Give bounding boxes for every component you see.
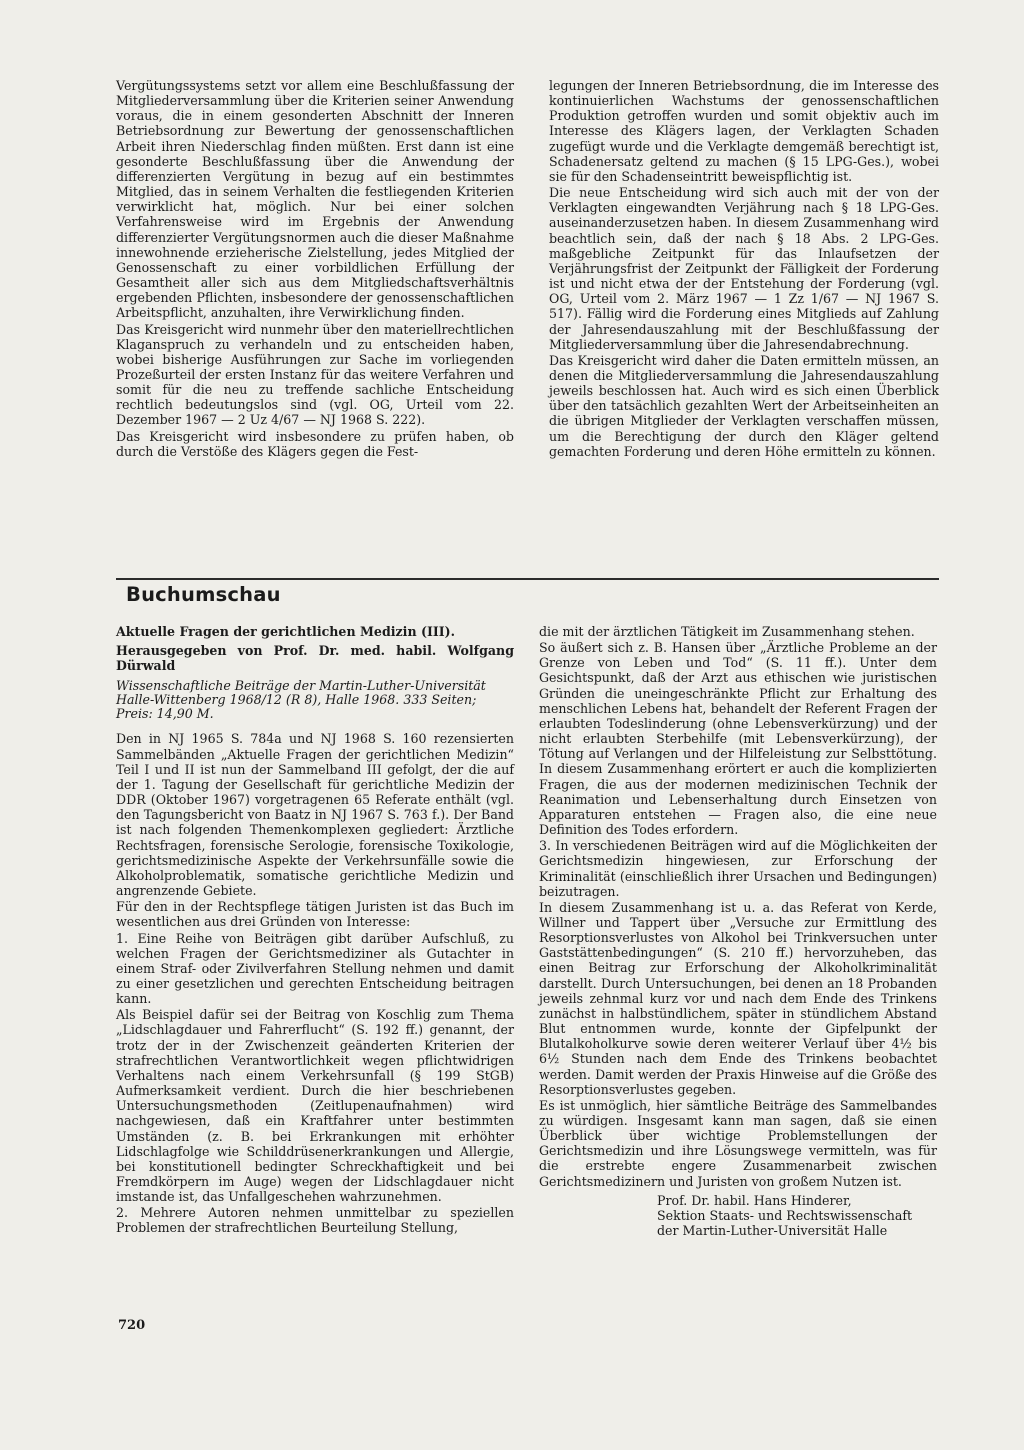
paragraph: die mit der ärztlichen Tätigkeit im Zusammenhang stehen.	[539, 624, 915, 639]
paragraph: Den in NJ 1965 S. 784a und NJ 1968 S. 160 rezensierten Sammelbänden „Aktuelle Fragen der gerichtlichen Medizin“ Teil I und II ist nun der Sammelband III gefolgt, der die auf der 1. Tagung der Gesellschaft für gerichtliche Medizin der DDR (Oktober 1967) vorgetragenen 65 Referate enthält (vgl. den Tagungsbericht von Baatz in NJ 1967 S. 763 f.). Der Band ist nach folgenden Themenkomplexen gegliedert: Ärztliche Rechtsfragen, forensische Serologie, forensische Toxikologie, gerichtsmedizinische Aspekte der Verkehrsunfälle sowie die Alkoholproblematik, somatische gerichtliche Medizin und angrenzende Gebiete.	[116, 731, 514, 899]
paragraph: 3. In verschiedenen Beiträgen wird auf die Möglichkeiten der Gerichtsmedizin hingewiesen, zur Erforschung der Kriminalität (einschließlich ihrer Ursachen und Bedingungen) beizutragen.	[539, 838, 937, 899]
reviewer-name: Prof. Dr. habil. Hans Hinderer,	[657, 1192, 852, 1208]
section-divider	[116, 578, 939, 580]
paragraph: legungen der Inneren Betriebsordnung, die im Interesse des kontinuierlichen Wachstums der genossenschaftlichen Produktion getroffen wurden und somit objektiv auch im Interesse des Klägers lagen, der Verklagten Schaden zugefügt wurde und die Verklagte demgemäß berechtigt ist, Schadenersatz geltend zu machen (§ 15 LPG-Ges.), wobei sie für den Schadenseintritt beweispflichtig ist.	[549, 78, 939, 184]
paragraph: Das Kreisgericht wird daher die Daten ermitteln müssen, an denen die Mitgliederversammlung die Jahresendauszahlung jeweils beschlossen hat. Auch wird es sich einen Überblick über den tatsächlich gezahlten Wert der Arbeitseinheiten an die übrigen Mitglieder der Verklagten verschaffen müssen, um die Berechtigung der durch den Kläger geltend gemachten Forderung und deren Höhe ermitteln zu können.	[549, 352, 939, 459]
paragraph: 2. Mehrere Autoren nehmen unmittelbar zu speziellen Problemen der strafrechtlichen Beurteilung Stellung,	[116, 1205, 514, 1236]
section-title: Buchumschau	[126, 583, 281, 606]
paragraph: Es ist unmöglich, hier sämtliche Beiträge des Sammelbandes zu würdigen. Insgesamt kann man sagen, daß sie einen Überblick über wichtige Problemstellungen der Gerichtsmedizin und ihre Lösungswege vermitteln, was für die erstrebte engere Zusammenarbeit zwischen Gerichtsmedizinern und Juristen von großem Nutzen ist.	[539, 1097, 937, 1189]
review-column-left	[116, 624, 514, 1237]
paragraph: Für den in der Rechtspflege tätigen Juristen ist das Buch im wesentlichen aus drei Gründen von Interesse:	[116, 899, 514, 930]
paragraph: Das Kreisgericht wird insbesondere zu prüfen haben, ob durch die Verstöße des Klägers gegen die Fest-	[116, 428, 514, 459]
article-column-right	[549, 78, 939, 460]
reviewer-institution: der Martin-Luther-Universität Halle	[657, 1223, 888, 1239]
page-number: 720	[118, 1318, 146, 1333]
paragraph: Das Kreisgericht wird nunmehr über den materiellrechtlichen Klaganspruch zu verhandeln und zu entscheiden haben, wobei bisherige Ausführungen zur Sache im vorliegenden Prozeßurteil der ersten Instanz für das weitere Verfahren und somit für die neu zu treffende sachliche Entscheidung rechtlich bedeutungslos sind (vgl. OG, Urteil vom 22. Dezember 1967 — 2 Uz 4/67 — NJ 1968 S. 222).	[116, 321, 514, 428]
paragraph: Als Beispiel dafür sei der Beitrag von Koschlig zum Thema „Lidschlagdauer und Fahrerflucht“ (S. 192 ff.) genannt, der trotz der in der Zwischenzeit geänderten Kriterien der strafrechtlichen Verantwortlichkeit wegen pflichtwidrigen Verhaltens nach einem Verkehrsunfall (§ 199 StGB) Aufmerksamkeit verdient. Durch die hier beschriebenen Untersuchungsmethoden (Zeitlupenaufnahmen) wird nachgewiesen, daß ein Kraftfahrer unter bestimmten Umständen (z. B. bei Erkrankungen mit erhöhter Lidschlagfolge wie Schilddrüsenerkrankungen und Allergie, bei konstitutionell bedingter Schreckhaftigkeit und bei Fremdkörpern im Auge) wegen der Lidschlagdauer nicht imstande ist, das Unfallgeschehen wahrzunehmen.	[116, 1007, 514, 1205]
paragraph: In diesem Zusammenhang ist u. a. das Referat von Kerde, Willner und Tappert über „Versuche zur Ermittlung des Resorptionsverlustes von Alkohol bei Trinkversuchen unter Gaststättenbedingungen“ (S. 210 ff.) hervorzuheben, das einen Beitrag zur Erforschung der Alkoholkriminalität darstellt. Durch Untersuchungen, bei denen an 18 Probanden jeweils zehnmal kurz vor und nach dem Ende des Trinkens zunächst in halbstündlichem, später in stündlichem Abstand Blut entnommen wurde, konnte der Gipfelpunkt der Blutalkoholkurve sowie deren weiterer Verlauf über 4½ bis 6½ Stunden nach dem Ende des Trinkens beobachtet werden. Damit werden der Praxis Hinweise auf die Größe des Resorptionsverlustes gegeben.	[539, 899, 937, 1097]
article-column-left	[116, 78, 514, 460]
book-title: Aktuelle Fragen der gerichtlichen Medizin (III).	[116, 624, 455, 639]
review-column-right	[539, 624, 937, 1238]
reviewer-affiliation: Sektion Staats- und Rechtswissenschaft	[657, 1207, 913, 1223]
reviewer-signature	[657, 1193, 937, 1238]
paragraph: Die neue Entscheidung wird sich auch mit der von der Verklagten eingewandten Verjährung nach § 18 LPG-Ges. auseinanderzusetzen haben. In diesem Zusammenhang wird beachtlich sein, daß der nach § 18 Abs. 2 LPG-Ges. maßgebliche Zeitpunkt für das Inlaufsetzen der Verjährungsfrist der Zeitpunkt der Fälligkeit der Forderung ist und nicht etwa der der Entstehung der Forderung (vgl. OG, Urteil vom 2. März 1967 — 1 Zz 1/67 — NJ 1967 S. 517). Fällig wird die Forderung eines Mitglieds auf Zahlung der Jahresendauszahlung mit der Beschlußfassung der Mitgliederversammlung über die Jahresendabrechnung.	[549, 185, 939, 352]
book-series: Wissenschaftliche Beiträge der Martin-Luther-Universität Halle-Wittenberg 1968/12 (R 8), Halle 1968. 333 Seiten; Preis: 14,90 M.	[116, 678, 486, 722]
book-editor: Herausgegeben von Prof. Dr. med. habil. Wolfgang Dürwald	[116, 643, 514, 674]
paragraph: 1. Eine Reihe von Beiträgen gibt darüber Aufschluß, zu welchen Fragen der Gerichtsmediziner als Gutachter in einem Straf- oder Zivilverfahren Stellung nehmen und damit zu einer gesetzlichen und gerechten Entscheidung beitragen kann.	[116, 930, 514, 1007]
paragraph: So äußert sich z. B. Hansen über „Ärztliche Probleme an der Grenze von Leben und Tod“ (S. 11 ff.). Unter dem Gesichtspunkt, daß der Arzt aus ethischen wie juristischen Gründen die uneingeschränkte Pflicht zur Erhaltung des menschlichen Lebens hat, behandelt der Referent Fragen der erlaubten Todeslinderung (ohne Lebensverkürzung) und der nicht erlaubten Sterbehilfe (mit Lebensverkürzung), der Tötung auf Verlangen und der Hilfeleistung zur Selbsttötung. In diesem Zusammenhang erörtert er auch die komplizierten Fragen, die aus der modernen medizinischen Technik der Reanimation und Lebenserhaltung durch Einsetzen von Apparaturen entstehen — Fragen also, die eine neue Definition des Todes erfordern.	[539, 640, 937, 838]
paragraph: Vergütungssystems setzt vor allem eine Beschlußfassung der Mitgliederversammlung über die Kriterien seiner Anwendung voraus, die in einem gesonderten Abschnitt der Inneren Betriebsordnung zur Bewertung der genossenschaftlichen Arbeit ihren Niederschlag finden müßten. Erst dann ist eine gesonderte Beschlußfassung über die Anwendung der differenzierten Vergütung in bezug auf ein bestimmtes Mitglied, das in seinem Verhalten die festliegenden Kriterien verwirklicht hat, möglich. Nur bei einer solchen Verfahrensweise wird im Ergebnis der Anwendung differenzierter Vergütungsnormen auch die dieser Maßnahme innewohnende erzieherische Zielstellung, jedes Mitglied der Genossenschaft zu einer vorbildlichen Erfüllung der Gesamtheit aller sich aus dem Mitgliedschaftsverhältnis ergebenden Pflichten, insbesondere der genossenschaftlichen Arbeitspflicht, anzuhalten, ihre Verwirklichung finden.	[116, 78, 514, 321]
